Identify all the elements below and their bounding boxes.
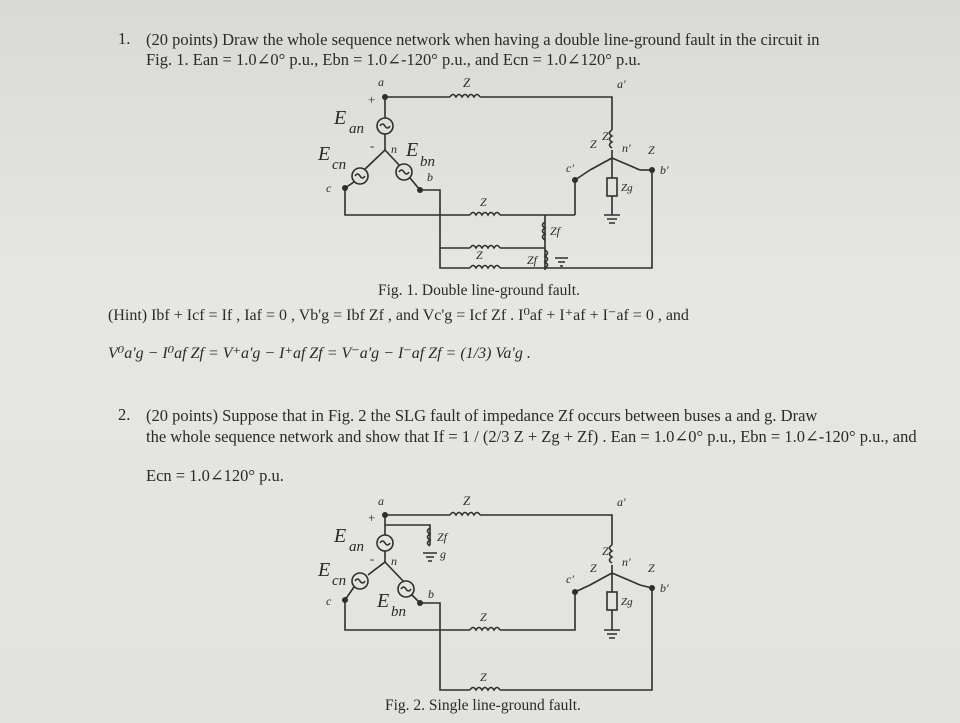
fig1-label-c-prime: c' bbox=[566, 161, 574, 175]
fig1-label-ecn: E bbox=[318, 143, 331, 165]
hint-line-1: (Hint) Ibf + Icf = If , Iaf = 0 , Vb'g = Ibf Zf , and Vc'g = Icf Zf . I⁰af + I⁺af + I⁻af = 0 , and bbox=[108, 307, 689, 324]
fig2-ground-symbol-2 bbox=[604, 630, 620, 638]
fig1-label-ean-sub: an bbox=[349, 121, 364, 137]
figure-1-caption: Fig. 1. Double line-ground fault. bbox=[378, 282, 580, 299]
fig2-label-ecn-sub: cn bbox=[332, 573, 347, 589]
problem2-line2: the whole sequence network and show that If = 1 / (2/3 Z + Zg + Zf) . Ean = 1.0∠0° p.u., Ebn = 1.0∠-120° p.u., and bbox=[146, 427, 917, 446]
fig2-label-c-prime: c' bbox=[566, 572, 574, 586]
fig1-label-z-right2: Z bbox=[602, 129, 609, 143]
fig1-label-b-prime: b' bbox=[660, 163, 669, 177]
fig1-label-z-bot: Z bbox=[476, 248, 483, 262]
fig1-label-ecn-sub: cn bbox=[332, 157, 347, 173]
fig1-label-z-right1: Z bbox=[590, 137, 597, 151]
fig2-label-c: c bbox=[326, 594, 332, 608]
fig1-label-b: b bbox=[427, 170, 433, 184]
fig1-label-z-mid: Z bbox=[480, 195, 487, 209]
fig2-label-a-prime: a' bbox=[617, 495, 626, 509]
problem1-line1: (20 points) Draw the whole sequence network when having a double line-ground fault in the circuit in bbox=[146, 30, 820, 49]
fig1-label-zf1: Zf bbox=[550, 224, 561, 238]
fig1-label-zg: Zg bbox=[621, 182, 633, 194]
fig1-label-plus: + bbox=[368, 92, 376, 107]
fig1-label-n-prime: n' bbox=[622, 141, 631, 155]
problem2-line3: Ecn = 1.0∠120° p.u. bbox=[146, 466, 284, 485]
fig2-impedance-z-bottom bbox=[470, 688, 500, 691]
problem1-number: 1. bbox=[118, 29, 131, 48]
fig2-label-plus: + bbox=[368, 510, 376, 525]
fig1-label-ean: E bbox=[334, 107, 347, 129]
fig2-label-z-right1: Z bbox=[602, 544, 609, 558]
fig2-impedance-z-top bbox=[450, 513, 480, 516]
fig1-label-ebn: E bbox=[406, 139, 419, 161]
fig2-label-ean-sub: an bbox=[349, 539, 364, 555]
fig1-label-z-right3: Z bbox=[648, 143, 655, 157]
fig2-label-ean: E bbox=[334, 525, 347, 547]
fig2-label-z-top: Z bbox=[463, 493, 471, 508]
fig2-impedance-z-mid bbox=[470, 628, 500, 631]
hint-line-2: V⁰a'g − I⁰af Zf = V⁺a'g − I⁺af Zf = V⁻a'g − I⁻af Zf = (1/3) Va'g . bbox=[108, 345, 531, 362]
fig2-label-b: b bbox=[428, 587, 434, 601]
fig1-label-a-prime: a' bbox=[617, 77, 626, 91]
fig1-label-ebn-sub: bn bbox=[420, 154, 435, 170]
fig2-label-zg: Zg bbox=[621, 596, 633, 608]
fig2-label-ebn: E bbox=[377, 590, 390, 612]
fig2-label-zf: Zf bbox=[437, 530, 448, 544]
fig2-label-g: g bbox=[440, 547, 446, 561]
fig2-label-z-mid: Z bbox=[480, 610, 487, 624]
fig2-label-minus: - bbox=[370, 551, 375, 566]
fig2-label-ebn-sub: bn bbox=[391, 604, 406, 620]
fig1-label-n: n bbox=[391, 142, 397, 156]
fig2-label-ecn: E bbox=[318, 559, 331, 581]
problem1-line2: Fig. 1. Ean = 1.0∠0° p.u., Ebn = 1.0∠-120° p.u., and Ecn = 1.0∠120° p.u. bbox=[146, 50, 641, 69]
fig2-impedance-z-right-top bbox=[610, 545, 613, 563]
fig2-label-z-bot: Z bbox=[480, 670, 487, 684]
fig2-impedance-zg bbox=[607, 592, 617, 610]
fig1-label-c: c bbox=[326, 181, 332, 195]
figure-2-caption: Fig. 2. Single line-ground fault. bbox=[385, 697, 581, 714]
fig2-label-a: a bbox=[378, 494, 384, 508]
fig2-label-z-right2: Z bbox=[590, 561, 597, 575]
fig2-label-z-right3: Z bbox=[648, 561, 655, 575]
fig1-label-zf2: Zf bbox=[527, 253, 538, 267]
fig1-label-a: a bbox=[378, 75, 384, 89]
fig2-label-b-prime: b' bbox=[660, 581, 669, 595]
fig1-label-minus: - bbox=[370, 138, 375, 153]
problem2-number: 2. bbox=[118, 405, 131, 424]
fig2-label-n-prime: n' bbox=[622, 555, 631, 569]
fig2-ground-symbol-1 bbox=[423, 553, 437, 561]
fig2-label-n: n bbox=[391, 554, 397, 568]
problem2-line1: (20 points) Suppose that in Fig. 2 the SLG fault of impedance Zf occurs between buses a and g. Draw bbox=[146, 406, 818, 425]
fig1-label-z-top: Z bbox=[463, 75, 471, 90]
